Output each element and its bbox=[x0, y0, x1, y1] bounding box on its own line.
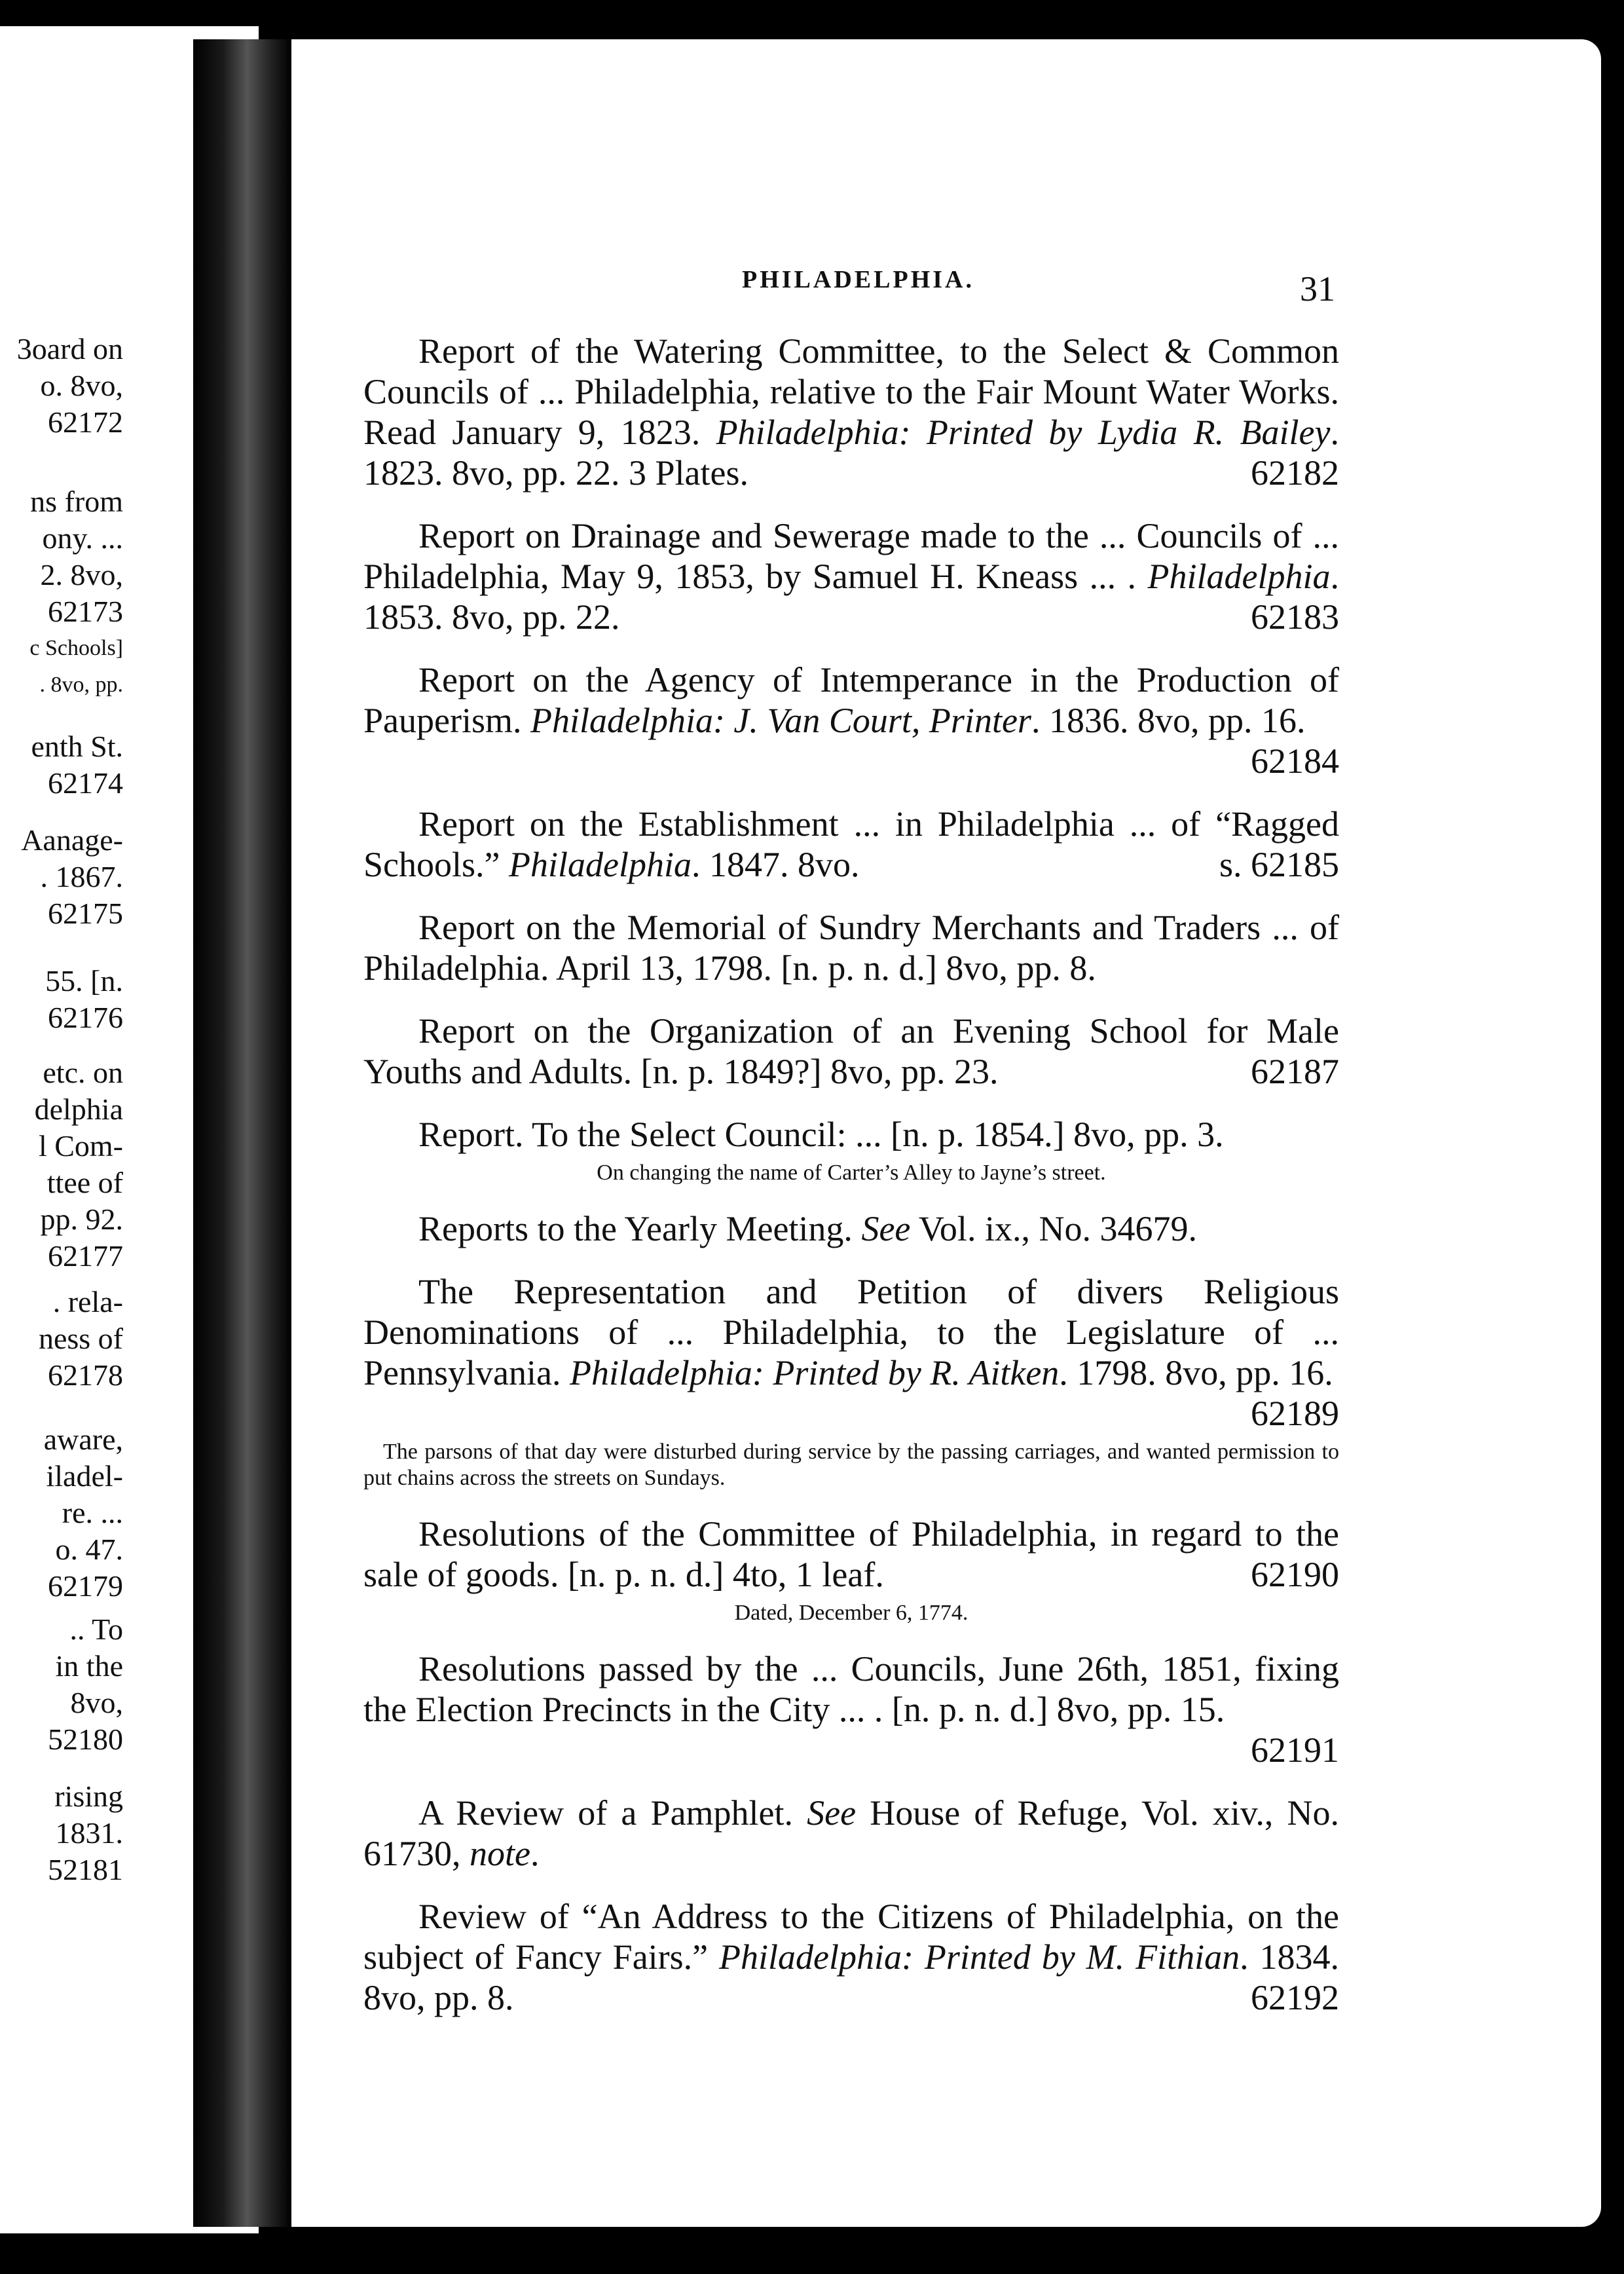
fragment-line: o. 47. bbox=[55, 1533, 123, 1566]
entry-italic-text: note bbox=[470, 1834, 530, 1873]
fragment-line: in the bbox=[55, 1649, 123, 1683]
fragment-line: delphia bbox=[34, 1092, 123, 1126]
entry-italic-text: See bbox=[807, 1793, 857, 1833]
fragment-line: l Com- bbox=[38, 1129, 123, 1163]
fragment-line: 2. 8vo, bbox=[40, 558, 123, 591]
entry-text: Report of the Watering Committee, to the Select & Common Councils of ... Philadelphia, relative to the Fair Mount Water Works. Read January 9, 1823. bbox=[363, 331, 1339, 452]
entry-note: Dated, December 6, 1774. bbox=[734, 1601, 969, 1625]
entry-number: 62184 bbox=[1251, 741, 1339, 781]
fragment-line: re. ... bbox=[62, 1496, 123, 1529]
entry-text: Reports to the Yearly Meeting. bbox=[418, 1209, 862, 1248]
page-number: 31 bbox=[1300, 269, 1335, 308]
fragment-line: pp. 92. bbox=[40, 1202, 123, 1236]
fragment-line: c Schools] bbox=[29, 636, 123, 660]
entry-text: A Review of a Pamphlet. bbox=[418, 1793, 807, 1833]
fragment-line: enth St. bbox=[31, 730, 123, 763]
fragment-line: 52180 bbox=[48, 1723, 123, 1756]
fragment-line: 52181 bbox=[48, 1853, 123, 1886]
entry-text: Report on the Establishment ... in Philadelphia ... of “Ragged Schools.” bbox=[363, 804, 1339, 884]
facing-page-fragment bbox=[0, 1778, 123, 1888]
catalog-entries bbox=[363, 331, 1339, 2040]
entry-text: House of Refuge, Vol. xiv., No. 61730, bbox=[363, 1793, 1339, 1873]
entry-italic-text: Philadelphia: Printed by M. Fithian bbox=[719, 1937, 1240, 1977]
entry-text: Vol. ix., No. 34679. bbox=[910, 1209, 1197, 1248]
fragment-line: 8vo, bbox=[70, 1686, 123, 1719]
entry-text: Report on the Memorial of Sundry Merchants and Traders ... of Philadelphia. April 13, 1798. [n. p. n. d.] 8vo, pp. 8. bbox=[363, 908, 1339, 988]
fragment-line: . rela- bbox=[52, 1285, 123, 1318]
entry-italic-text: Philadelphia: J. Van Court, Printer bbox=[530, 701, 1031, 740]
entry-italic-text: Philadelphia bbox=[509, 845, 692, 884]
entry-note: The parsons of that day were disturbed during service by the passing carriages, and wanted permission to put chains across the streets on Sundays. bbox=[363, 1440, 1339, 1490]
catalog-entry bbox=[363, 331, 1339, 493]
entry-text: Resolutions of the Committee of Philadelphia, in regard to the sale of goods. [n. p. n. d.] 4to, 1 leaf. bbox=[363, 1514, 1339, 1594]
catalog-entry bbox=[363, 1896, 1339, 2018]
catalog-entry bbox=[363, 1114, 1339, 1186]
entry-text: . 1834. 8vo, pp. 8. bbox=[363, 1937, 1340, 2017]
fragment-line: 62175 bbox=[48, 897, 123, 930]
entry-text: . 1798. 8vo, pp. 16. bbox=[1059, 1353, 1333, 1392]
fragment-line: etc. on bbox=[43, 1056, 123, 1089]
running-head: PHILADELPHIA. bbox=[742, 266, 974, 293]
fragment-line: 1831. bbox=[55, 1816, 123, 1850]
fragment-line: . 1867. bbox=[40, 860, 123, 893]
fragment-line: 62173 bbox=[48, 595, 123, 628]
entry-text: . 1847. 8vo. bbox=[691, 845, 860, 884]
catalog-entry bbox=[363, 907, 1339, 988]
facing-page-fragment bbox=[0, 1421, 123, 1605]
catalog-entry bbox=[363, 1514, 1339, 1626]
catalog-entry bbox=[363, 1793, 1339, 1874]
facing-page-fragment bbox=[0, 728, 123, 802]
entry-number: 62182 bbox=[1251, 453, 1339, 493]
entry-number: 62187 bbox=[1251, 1052, 1339, 1091]
fragment-line: ony. ... bbox=[42, 521, 123, 555]
entry-text: . 1823. 8vo, pp. 22. 3 Plates. bbox=[363, 413, 1339, 493]
fragment-line: 62178 bbox=[48, 1358, 123, 1392]
catalog-entry bbox=[363, 1011, 1339, 1092]
facing-page-fragment bbox=[0, 1054, 123, 1275]
facing-page-fragment bbox=[0, 1284, 123, 1394]
facing-page-fragment bbox=[0, 331, 123, 441]
entry-text: Report on the Agency of Intemperance in the Production of Pauperism. bbox=[363, 660, 1339, 740]
entry-italic-text: Philadelphia bbox=[1147, 557, 1331, 596]
entry-note: On changing the name of Carter’s Alley to Jayne’s street. bbox=[597, 1161, 1106, 1185]
fragment-line: 62172 bbox=[48, 405, 123, 439]
catalog-entry bbox=[363, 1208, 1339, 1249]
facing-page-fragment bbox=[0, 1611, 123, 1758]
entry-italic-text: See bbox=[861, 1209, 911, 1248]
fragment-line: 62179 bbox=[48, 1569, 123, 1603]
entry-text: Report. To the Select Council: ... [n. p. 1854.] 8vo, pp. 3. bbox=[418, 1115, 1224, 1154]
catalog-entry bbox=[363, 804, 1339, 885]
fragment-line: o. 8vo, bbox=[40, 369, 123, 402]
entry-number: 62191 bbox=[1251, 1730, 1339, 1770]
entry-text: Resolutions passed by the ... Councils, June 26th, 1851, fixing the Election Precincts in the City ... . [n. p. n. d.] 8vo, pp. 15. bbox=[363, 1649, 1339, 1729]
fragment-line: .. To bbox=[69, 1612, 123, 1646]
fragment-line: 3oard on bbox=[16, 332, 123, 365]
entry-italic-text: Philadelphia: Printed by Lydia R. Bailey bbox=[716, 413, 1331, 452]
fragment-line: iladel- bbox=[46, 1459, 123, 1493]
entry-text: Report on Drainage and Sewerage made to the ... Councils of ... Philadelphia, May 9, 1853, by Samuel H. Kneass ... . bbox=[363, 516, 1339, 596]
fragment-line: 62176 bbox=[48, 1001, 123, 1034]
catalog-entry bbox=[363, 1271, 1339, 1491]
fragment-line: 62177 bbox=[48, 1239, 123, 1273]
fragment-line: ness of bbox=[38, 1322, 123, 1355]
entry-number: s. 62185 bbox=[1219, 845, 1339, 884]
entry-text: The Representation and Petition of divers Religious Denominations of ... Philadelphia, to the Legislature of ... Pennsylvania. bbox=[363, 1272, 1339, 1392]
fragment-line: . 8vo, pp. bbox=[39, 673, 123, 697]
catalog-entry bbox=[363, 1649, 1339, 1770]
facing-page-fragment bbox=[0, 963, 123, 1036]
fragment-line: aware, bbox=[43, 1423, 123, 1456]
entry-number: 62183 bbox=[1251, 597, 1339, 637]
facing-page-fragment bbox=[0, 822, 123, 932]
facing-page-fragment bbox=[0, 483, 123, 703]
fragment-line: 62174 bbox=[48, 766, 123, 800]
fragment-line: rising bbox=[54, 1780, 123, 1813]
fragment-line: ttee of bbox=[46, 1166, 123, 1199]
entry-text: . 1853. 8vo, pp. 22. bbox=[363, 557, 1339, 637]
entry-number: 62190 bbox=[1251, 1555, 1339, 1594]
catalog-entry bbox=[363, 660, 1339, 781]
fragment-line: 55. [n. bbox=[45, 964, 123, 997]
entry-text: Review of “An Address to the Citizens of Philadelphia, on the subject of Fancy Fairs.” bbox=[363, 1897, 1339, 1977]
entry-text: Report on the Organization of an Evening School for Male Youths and Adults. [n. p. 1849?] 8vo, pp. 23. bbox=[363, 1011, 1339, 1091]
book-gutter bbox=[193, 39, 291, 2227]
fragment-line: ns from bbox=[30, 485, 123, 518]
catalog-entry bbox=[363, 515, 1339, 637]
fragment-line: Aanage- bbox=[21, 823, 123, 857]
entry-number: 62192 bbox=[1251, 1978, 1339, 2017]
entry-text: . bbox=[530, 1834, 540, 1873]
entry-number: 62189 bbox=[1251, 1394, 1339, 1433]
entry-italic-text: Philadelphia: Printed by R. Aitken bbox=[569, 1353, 1060, 1392]
entry-text: . 1836. 8vo, pp. 16. bbox=[1031, 701, 1306, 740]
